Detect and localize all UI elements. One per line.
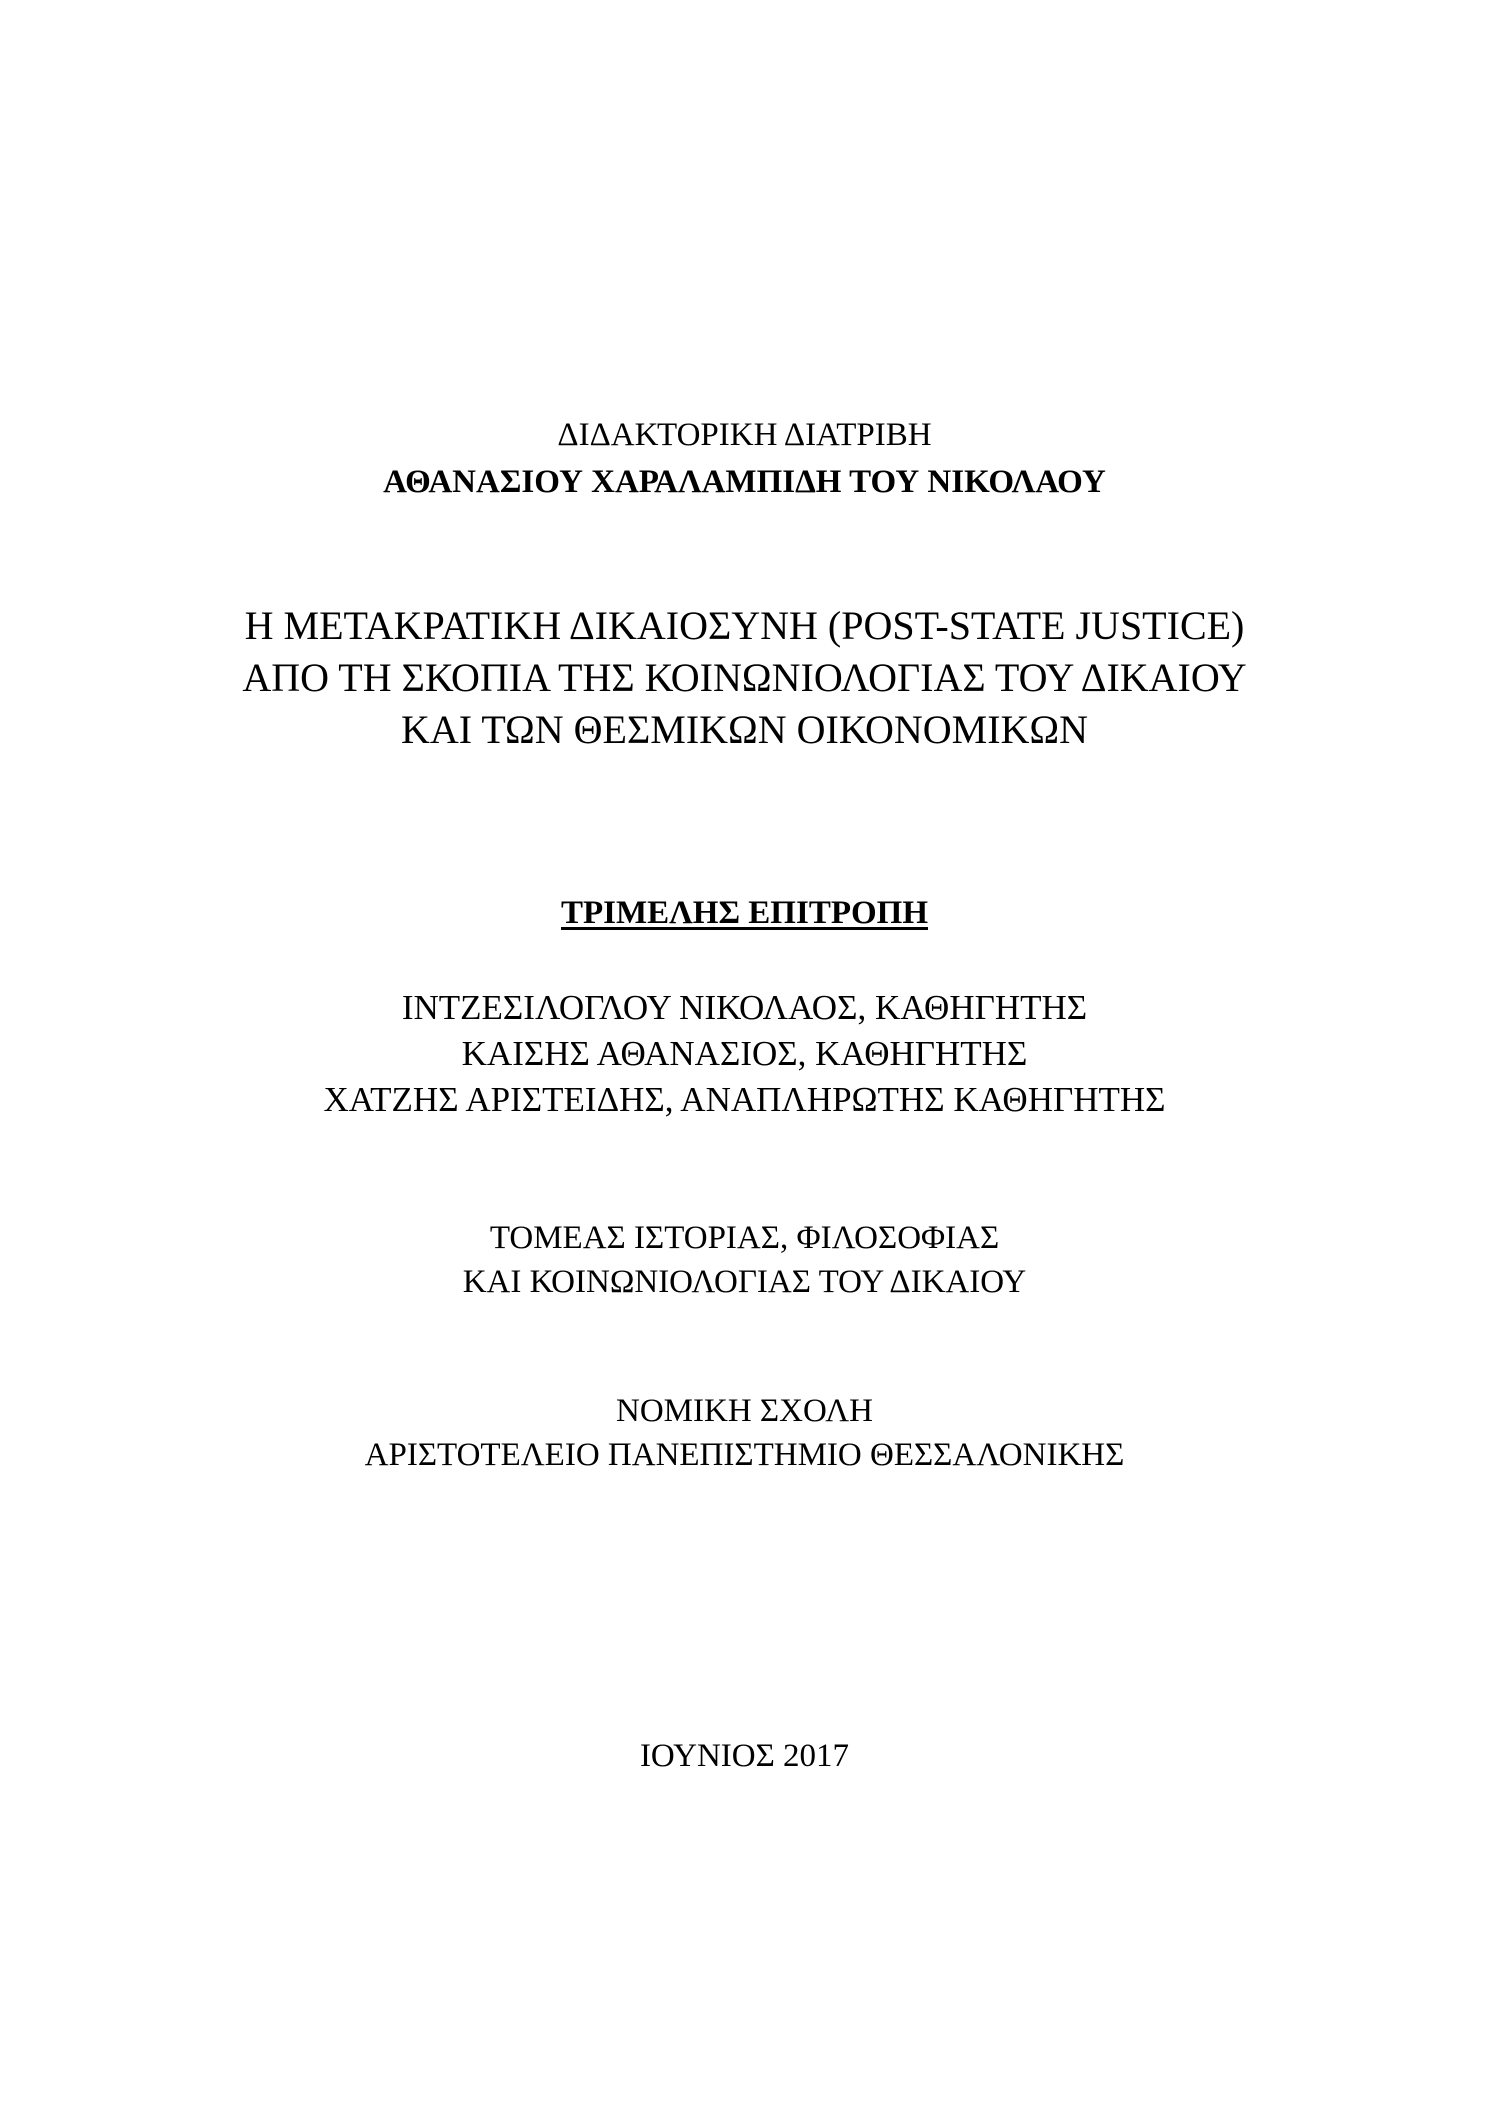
document-type-label: ΔΙΔΑΚΤΟΡΙΚΗ ΔΙΑΤΡΙΒΗ [557, 417, 932, 453]
institution-line-1: ΝΟΜΙΚΗ ΣΧΟΛΗ [616, 1393, 873, 1429]
institution-line-2: ΑΡΙΣΤΟΤΕΛΕΙΟ ΠΑΝΕΠΙΣΤΗΜΙΟ ΘΕΣΣΑΛΟΝΙΚΗΣ [364, 1437, 1125, 1473]
committee-heading: ΤΡΙΜΕΛΗΣ ΕΠΙΤΡΟΠΗ [560, 895, 928, 931]
thesis-title-line-2: ΑΠΟ ΤΗ ΣΚΟΠΙΑ ΤΗΣ ΚΟΙΝΩΝΙΟΛΟΓΙΑΣ ΤΟΥ ΔΙΚΑΙΟΥ [242, 655, 1247, 700]
committee-member-2: ΚΑΙΣΗΣ ΑΘΑΝΑΣΙΟΣ, ΚΑΘΗΓΗΤΗΣ [461, 1034, 1028, 1073]
thesis-title-line-3: ΚΑΙ ΤΩΝ ΘΕΣΜΙΚΩΝ ΟΙΚΟΝΟΜΙΚΩΝ [400, 707, 1089, 752]
committee-member-1: ΙΝΤΖΕΣΙΛΟΓΛΟΥ ΝΙΚΟΛΑΟΣ, ΚΑΘΗΓΗΤΗΣ [401, 988, 1088, 1027]
submission-date: ΙΟΥΝΙΟΣ 2017 [639, 1738, 850, 1774]
author-name: ΑΘΑΝΑΣΙΟΥ ΧΑΡΑΛΑΜΠΙΔΗ ΤΟΥ ΝΙΚΟΛΑΟΥ [383, 464, 1106, 500]
thesis-title-line-1: Η ΜΕΤΑΚΡΑΤΙΚΗ ΔΙΚΑΙΟΣΥΝΗ (POST-STATE JUSTICE) [244, 603, 1245, 648]
department-line-2: ΚΑΙ ΚΟΙΝΩΝΙΟΛΟΓΙΑΣ ΤΟΥ ΔΙΚΑΙΟΥ [462, 1264, 1027, 1300]
committee-member-3: ΧΑΤΖΗΣ ΑΡΙΣΤΕΙΔΗΣ, ΑΝΑΠΛΗΡΩΤΗΣ ΚΑΘΗΓΗΤΗΣ [323, 1080, 1166, 1119]
department-line-1: ΤΟΜΕΑΣ ΙΣΤΟΡΙΑΣ, ΦΙΛΟΣΟΦΙΑΣ [489, 1220, 1000, 1256]
